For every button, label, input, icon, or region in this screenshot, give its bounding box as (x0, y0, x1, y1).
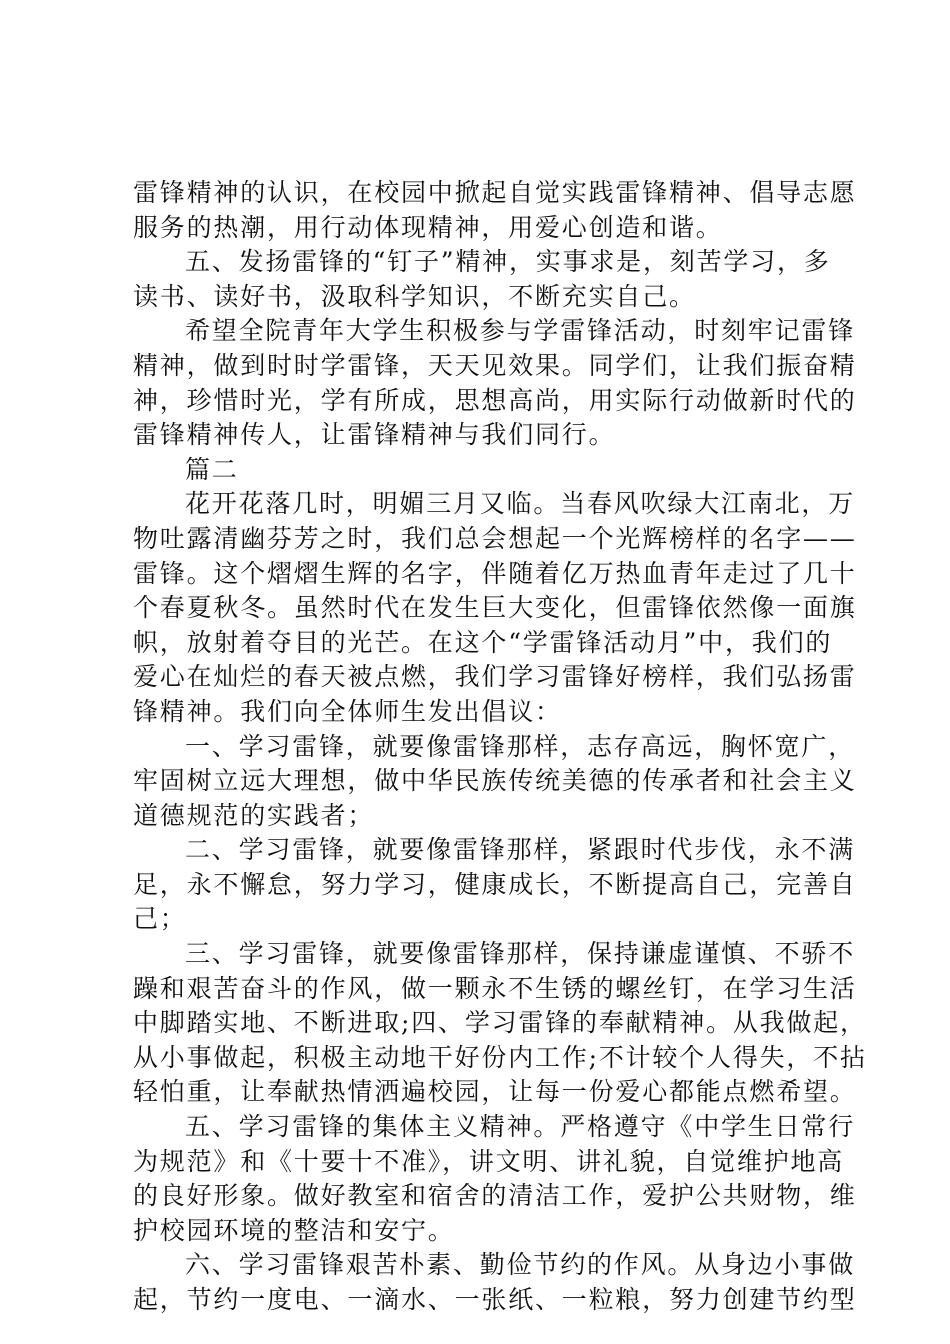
text-line: 服务的热潮，用行动体现精神，用爱心创造和谐。 (133, 212, 723, 242)
paragraph-start-line: 希望全院青年大学生积极参与学雷锋活动，时刻牢记雷锋 (185, 316, 856, 346)
text-line: 从小事做起，积极主动地干好份内工作;不计较个人得失，不拈 (133, 1042, 867, 1072)
text-line: 足，永不懈怠，努力学习，健康成长，不断提高自己，完善自 (133, 869, 857, 899)
text-line: 中脚踏实地、不断进取;四、学习雷锋的奉献精神。从我做起， (133, 1008, 867, 1038)
text-line: 精神，做到时时学雷锋，天天见效果。同学们，让我们振奋精 (133, 350, 857, 380)
text-line: 的良好形象。做好教室和宿舍的清洁工作，爱护公共财物，维 (133, 1181, 857, 1211)
paragraph-start-line: 五、学习雷锋的集体主义精神。严格遵守《中学生日常行 (185, 1112, 856, 1142)
text-line: 个春夏秋冬。虽然时代在发生巨大变化，但雷锋依然像一面旗 (133, 593, 857, 623)
paragraph-start-line: 一、学习雷锋，就要像雷锋那样，志存高远，胸怀宽广， (185, 731, 856, 761)
text-line: 雷锋。这个熠熠生辉的名字，伴随着亿万热血青年走过了几十 (133, 558, 857, 588)
text-line: 雷锋精神的认识，在校园中掀起自觉实践雷锋精神、倡导志愿 (133, 178, 857, 207)
paragraph-start-line: 篇二 (185, 454, 239, 484)
paragraph-start-line: 五、发扬雷锋的“钉子”精神，实事求是，刻苦学习，多 (185, 247, 831, 277)
body-text (133, 176, 867, 1318)
paragraph-start-line: 六、学习雷锋艰苦朴素、勤俭节约的作风。从身边小事做 (185, 1250, 856, 1280)
text-line: 道德规范的实践者； (133, 800, 375, 830)
text-line: 雷锋精神传人，让雷锋精神与我们同行。 (133, 420, 616, 450)
text-line: 轻怕重，让奉献热情洒遍校园，让每一份爱心都能点燃希望。 (133, 1077, 857, 1107)
text-line: 锋精神。我们向全体师生发出倡议： (133, 696, 562, 726)
text-line: 起，节约一度电、一滴水、一张纸、一粒粮，努力创建节约型 (133, 1285, 857, 1314)
text-line: 帜，放射着夺目的光芒。在这个“学雷锋活动月”中，我们的 (133, 627, 833, 657)
paragraph-start-line: 花开花落几时，明媚三月又临。当春风吹绿大江南北，万 (185, 489, 856, 519)
text-line: 牢固树立远大理想，做中华民族传统美德的传承者和社会主义 (133, 766, 857, 796)
text-line: 神，珍惜时光，学有所成，思想高尚，用实际行动做新时代的 (133, 385, 857, 415)
text-line: 爱心在灿烂的春天被点燃，我们学习雷锋好榜样，我们弘扬雷 (133, 662, 857, 692)
text-line: 躁和艰苦奋斗的作风，做一颗永不生锈的螺丝钉，在学习生活 (133, 973, 857, 1003)
text-line: 为规范》和《十要十不准》，讲文明、讲礼貌，自觉维护地高 (133, 1146, 845, 1176)
text-line: 护校园环境的整洁和安宁。 (133, 1215, 455, 1245)
text-line: 读书、读好书，汲取科学知识，不断充实自己。 (133, 281, 696, 311)
text-line: 己； (133, 904, 187, 934)
paragraph-start-line: 三、学习雷锋，就要像雷锋那样，保持谦虚谨慎、不骄不 (185, 939, 856, 969)
text-line: 物吐露清幽芬芳之时，我们总会想起一个光辉榜样的名字—— (133, 523, 857, 553)
paragraph-start-line: 二、学习雷锋，就要像雷锋那样，紧跟时代步伐，永不满 (185, 835, 856, 865)
